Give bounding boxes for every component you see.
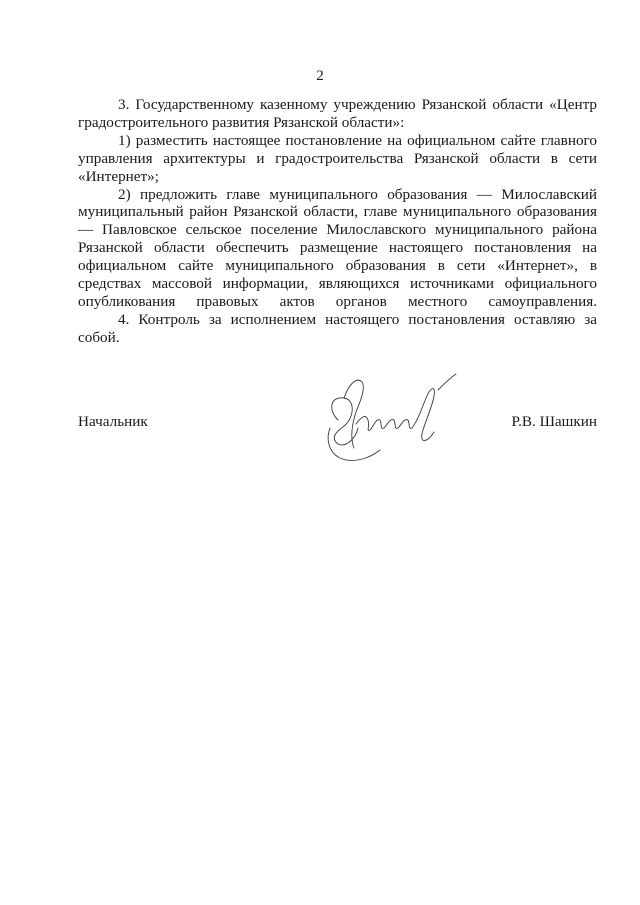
document-body xyxy=(78,96,597,347)
handwritten-signature-icon xyxy=(310,368,470,468)
paragraph-item-4: 4. Контроль за исполнением настоящего постановления оставляю за собой. xyxy=(78,310,597,346)
signer-position: Начальник xyxy=(78,413,148,430)
page-number: 2 xyxy=(316,68,324,84)
paragraph-subitem-2: 2) предложить главе муниципального образования — Милославский муниципальный район Рязанской области, главе муниципального образования — Павловское сельское поселение Милославского муниципального района Рязанской области обеспечить размещение настоящего постановления на официальном сайте муниципального образования в сети «Интернет», в средствах массовой информации, являющихся источниками официального опубликования правовых актов органов местного самоуправления. xyxy=(78,185,597,310)
paragraph-subitem-1: 1) разместить настоящее постановление на официальном сайте главного управления архитектуры и градостроительства Рязанской области в сети «Интернет»; xyxy=(78,131,597,185)
paragraph-item-3: 3. Государственному казенному учреждению Рязанской области «Центр градостроительного развития Рязанской области»: xyxy=(78,96,597,131)
signer-name: Р.В. Шашкин xyxy=(511,413,597,430)
